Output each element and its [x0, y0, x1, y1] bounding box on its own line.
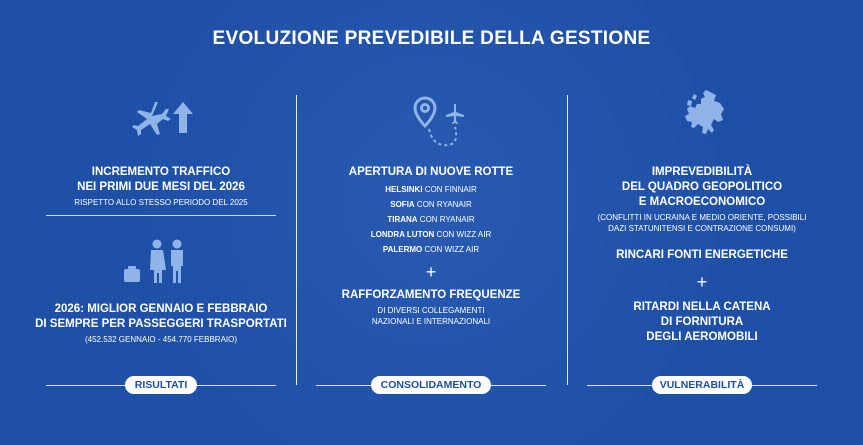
badge-risultati: RISULTATI: [125, 376, 197, 394]
frequency-sub-line1: DI DIVERSI COLLEGAMENTI: [377, 306, 485, 315]
route-carrier: CON RYANAIR: [414, 200, 472, 209]
divider-right: [567, 95, 568, 385]
route-city: HELSINKI: [385, 185, 423, 194]
plus-sign: +: [696, 272, 708, 292]
route-carrier: CON WIZZ AIR: [422, 245, 480, 254]
route-city: LONDRA LUTON: [370, 230, 435, 239]
route-item: [316, 227, 546, 242]
unpredictability-heading-line1: IMPREVEDIBILITÀ: [651, 166, 753, 178]
route-item: [316, 197, 546, 212]
unpredictability-sub-line2: DAZI STATUNITENSI E CONTRAZIONE CONSUMI): [608, 224, 796, 233]
route-city: TIRANA: [387, 215, 418, 224]
record-subtext: (452.532 GENNAIO - 454.770 FEBBRAIO): [84, 335, 238, 344]
passengers-icon: [122, 238, 192, 286]
route-carrier: CON RYANAIR: [417, 215, 475, 224]
unpredictability-heading-line2: DEL QUADRO GEOPOLITICO: [621, 181, 783, 193]
page-title: EVOLUZIONE PREVEDIBILE DELLA GESTIONE: [212, 28, 651, 49]
route-item: [316, 242, 546, 257]
supply-heading-line2: DI FORNITURA: [660, 316, 744, 328]
supply-heading-line1: RITARDI NELLA CATENA: [633, 301, 771, 313]
unpredictability-heading-line3: E MACROECONOMICO: [638, 196, 766, 208]
frequency-heading: RAFFORZAMENTO FREQUENZE: [341, 289, 521, 301]
route-city: PALERMO: [382, 245, 423, 254]
route-item: [316, 212, 546, 227]
traffic-heading-line2: NEI PRIMI DUE MESI DEL 2026: [77, 181, 245, 193]
badge-vulnerabilita: VULNERABILITÀ: [652, 376, 752, 394]
route-item: [316, 182, 546, 197]
unpredictability-sub-line1: (CONFLITTI IN UCRAINA E MEDIO ORIENTE, POSSIBILI: [597, 213, 807, 222]
traffic-subtext: RISPETTO ALLO STESSO PERIODO DEL 2025: [74, 198, 248, 207]
route-carrier: CON FINNAIR: [422, 185, 477, 194]
energy-heading: RINCARI FONTI ENERGETICHE: [616, 249, 788, 261]
new-routes-heading: APERTURA DI NUOVE ROTTE: [348, 166, 514, 178]
route-city: SOFIA: [390, 200, 415, 209]
divider-left: [296, 95, 297, 385]
europe-map-icon: [680, 90, 728, 140]
airplane-up-icon: [125, 98, 200, 140]
frequency-sub-line2: NAZIONALI E INTERNAZIONALI: [371, 317, 491, 326]
record-heading-line1: 2026: MIGLIOR GENNAIO E FEBBRAIO: [54, 303, 268, 315]
badge-consolidamento: CONSOLIDAMENTO: [371, 376, 491, 394]
plus-sign: +: [425, 262, 437, 282]
traffic-heading-line1: INCREMENTO TRAFFICO: [91, 166, 231, 178]
supply-heading-line3: DEGLI AEROMOBILI: [646, 331, 758, 343]
route-pin-icon: [411, 96, 467, 152]
route-carrier: CON WIZZ AIR: [434, 230, 492, 239]
left-separator: [46, 215, 276, 216]
record-heading-line2: DI SEMPRE PER PASSEGGERI TRASPORTATI: [35, 318, 287, 330]
